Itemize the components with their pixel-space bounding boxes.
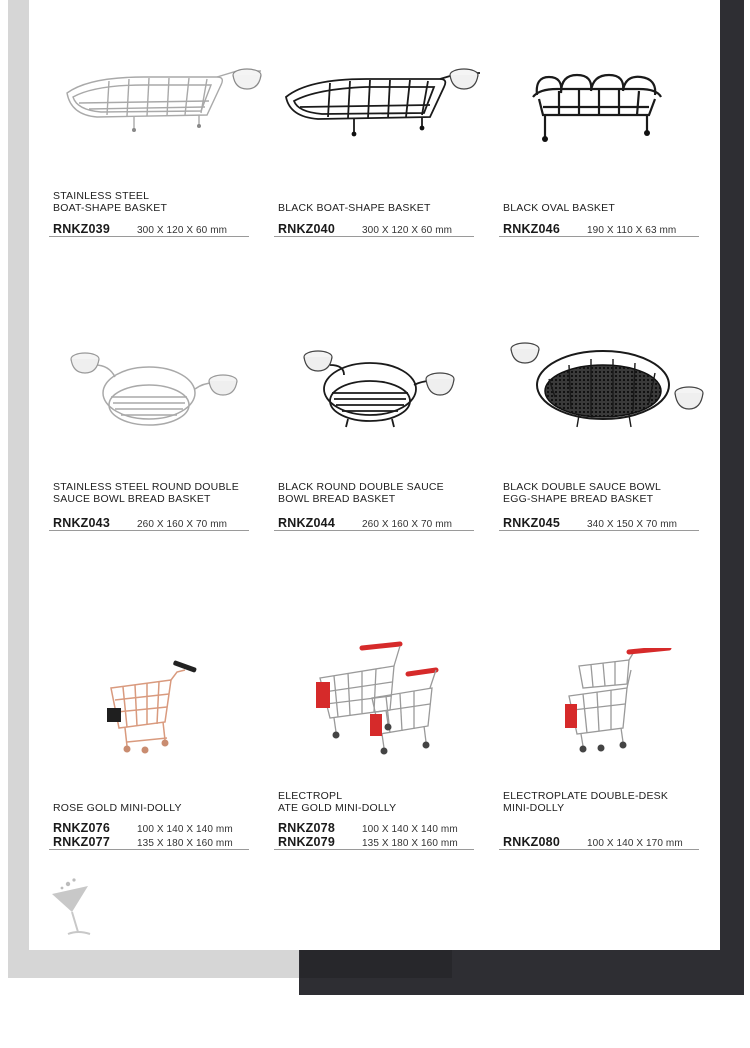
product-name: BLACK BOAT-SHAPE BASKET — [278, 202, 431, 214]
background-dark-inner-block — [300, 950, 452, 978]
product-image-black-boat-basket — [274, 55, 502, 145]
product-code: RNKZ079 — [278, 835, 335, 849]
product-code: RNKZ040 — [278, 222, 335, 236]
spec-row — [499, 835, 699, 849]
spec-row — [499, 516, 699, 530]
product-image-double-desk-mini-dolly — [499, 648, 727, 760]
product-name: BLACK DOUBLE SAUCE BOWL EGG-SHAPE BREAD BASKET — [503, 481, 662, 505]
product-dimensions: 135 X 180 X 160 mm — [137, 838, 233, 849]
product-code: RNKZ080 — [503, 835, 560, 849]
spec-row — [49, 516, 249, 530]
spec-row — [49, 835, 249, 849]
product-dimensions: 260 X 160 X 70 mm — [137, 519, 228, 530]
product-name: STAINLESS STEEL ROUND DOUBLE SAUCE BOWL BREAD BASKET — [53, 481, 239, 505]
product-spec-table — [499, 835, 699, 850]
product-dimensions: 300 X 120 X 60 mm — [137, 225, 228, 236]
product-name: ELECTROPLATE DOUBLE-DESK MINI-DOLLY — [503, 790, 669, 814]
product-spec-table — [499, 516, 699, 531]
product-spec-table — [274, 821, 474, 850]
product-code: RNKZ046 — [503, 222, 560, 236]
product-spec-table — [499, 222, 699, 237]
product-dimensions: 190 X 110 X 63 mm — [587, 225, 677, 236]
product-code: RNKZ077 — [53, 835, 110, 849]
product-dimensions: 135 X 180 X 160 mm — [362, 838, 458, 849]
product-code: RNKZ039 — [53, 222, 110, 236]
catalog-sheet — [29, 0, 720, 950]
product-image-electroplate-gold-mini-dolly — [274, 640, 502, 760]
spec-row — [49, 222, 249, 236]
product-code: RNKZ045 — [503, 516, 560, 530]
product-spec-table — [49, 516, 249, 531]
spec-row — [49, 821, 249, 835]
product-image-black-round-double-sauce-basket — [274, 335, 502, 445]
product-name: BLACK ROUND DOUBLE SAUCE BOWL BREAD BASKET — [278, 481, 444, 505]
product-code: RNKZ078 — [278, 821, 335, 835]
product-image-black-egg-shape-sauce-basket — [499, 335, 727, 445]
product-name: STAINLESS STEEL BOAT-SHAPE BASKET — [53, 190, 168, 214]
product-dimensions: 300 X 120 X 60 mm — [362, 225, 453, 236]
product-dimensions: 100 X 140 X 140 mm — [362, 824, 458, 835]
product-spec-table — [274, 516, 474, 531]
product-dimensions: 100 X 140 X 170 mm — [587, 838, 683, 849]
product-spec-table — [274, 222, 474, 237]
spec-row — [499, 222, 699, 236]
product-code: RNKZ043 — [53, 516, 110, 530]
spec-row — [274, 516, 474, 530]
product-name: ROSE GOLD MINI-DOLLY — [53, 802, 182, 814]
product-image-steel-round-double-sauce-basket — [49, 335, 277, 445]
product-image-steel-boat-basket — [49, 55, 277, 145]
cocktail-glass-icon — [48, 876, 100, 945]
product-dimensions: 260 X 160 X 70 mm — [362, 519, 453, 530]
product-spec-table — [49, 222, 249, 237]
spec-row — [274, 835, 474, 849]
product-dimensions: 340 X 150 X 70 mm — [587, 519, 678, 530]
product-image-rose-gold-mini-dolly — [49, 650, 277, 760]
product-code: RNKZ076 — [53, 821, 110, 835]
product-spec-table — [49, 821, 249, 850]
product-dimensions: 100 X 140 X 140 mm — [137, 824, 233, 835]
product-code: RNKZ044 — [278, 516, 335, 530]
spec-row — [274, 222, 474, 236]
product-image-black-oval-basket — [499, 55, 727, 155]
product-name: ELECTROPL ATE GOLD MINI-DOLLY — [278, 790, 397, 814]
spec-row — [274, 821, 474, 835]
product-name: BLACK OVAL BASKET — [503, 202, 615, 214]
